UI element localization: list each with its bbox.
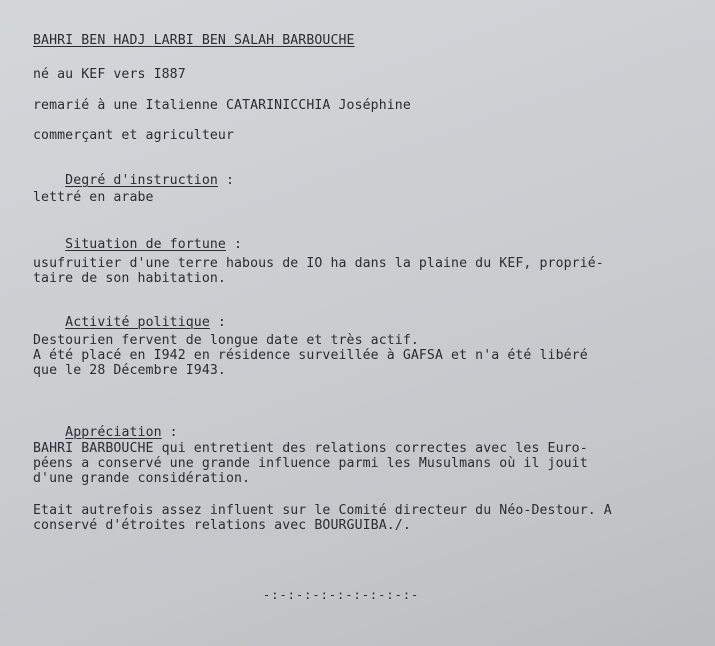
profession-line: commerçant et agriculteur [33, 128, 234, 143]
fortune-heading-text: Situation de fortune [65, 237, 226, 252]
instruction-heading-text: Degré d'instruction [65, 173, 218, 188]
fortune-text-line-1: usufruitier d'une terre habous de IO ha dans la plaine du KEF, proprié- [33, 256, 604, 271]
politique-text-line-1: Destourien fervent de longue date et très actif. [33, 333, 419, 348]
appreciation-text-line-3: d'une grande considération. [33, 471, 251, 486]
appreciation-text-line-4: Etait autrefois assez influent sur le Comité directeur du Néo-Destour. A [33, 503, 612, 518]
politique-text-line-2: A été placé en I942 en résidence surveillée à GAFSA et n'a été libéré [33, 348, 588, 363]
politique-text-line-3: que le 28 Décembre I943. [33, 363, 226, 378]
appreciation-text-line-5: conservé d'étroites relations avec BOURGUIBA./. [33, 518, 411, 533]
appreciation-colon: : [169, 425, 178, 440]
footer-separator: -:-:-:-:-:-:-:-:-:- [263, 588, 420, 602]
person-name: BAHRI BEN HADJ LARBI BEN SALAH BARBOUCHE [33, 33, 355, 48]
appreciation-text-line-2: péens a conservé une grande influence parmi les Musulmans où il jouit [33, 456, 588, 471]
appreciation-text-line-1: BAHRI BARBOUCHE qui entretient des relations correctes avec les Euro- [33, 441, 588, 456]
politique-colon: : [217, 315, 226, 330]
birth-line: né au KEF vers I887 [33, 67, 186, 82]
fortune-text-line-2: taire de son habitation. [33, 271, 226, 286]
instruction-colon: : [225, 173, 234, 188]
instruction-text: lettré en arabe [33, 190, 154, 205]
politique-heading-text: Activité politique [65, 315, 210, 330]
appreciation-heading-text: Appréciation [65, 425, 162, 440]
marriage-line: remarié à une Italienne CATARINICCHIA Joséphine [33, 98, 411, 113]
fortune-colon: : [233, 237, 243, 252]
